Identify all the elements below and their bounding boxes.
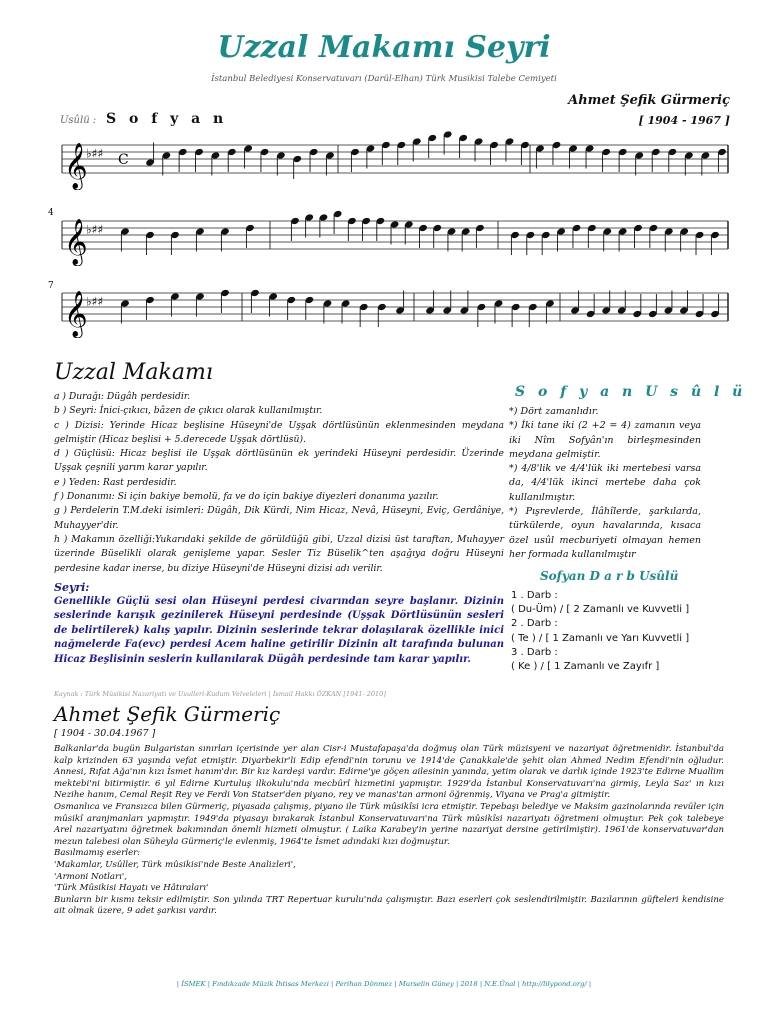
subtitle: İstanbul Belediyesi Konservatuvarı (Darül-Elhan) Türk Musikisi Talebe Cemiyeti [211,74,557,84]
measure-number-4: 4 [48,208,54,218]
darb-heading: Sofyan D a r b Usûlü [540,569,679,583]
darb-item: 3 . Darb : [511,646,558,658]
music-staff-2 [0,206,768,266]
composer-dates: [ 1904 - 1967 ] [638,114,730,127]
bio-dates: [ 1904 - 30.04.1967 ] [54,728,156,739]
bio-paragraph: Osmanlıca ve Fransızca bilen Gürmeriç, piyasada çalışmış, piyano ile Türk mûsikîsi icra etmiştir. Tepebaşı belediye ve Maksim gazinolarında revüler için mûsikî aranjmanları yapmıştır. 1949'da piyasayı bırakarak İstanbul Konservatuvarı'na Türk mûsikîsi nazariyatı öğretmeni olmuştur. Pek çok talebeye Arel nazariyatını öğretmek bakımından önemli hizmeti olmuştur. ( Laika Karabey'in yerine nazariyat dersine getirilmiştir). 1961'de konservatuvar'dan mezun talebesi olan Süheyla Gürmeriç'le evlenmiş, 1964'te İsmet adındaki kızı doğmuştur. [54,801,724,847]
darb-item: 2 . Darb : [511,618,558,630]
darb-item: ( Te ) / [ 1 Zamanlı ve Yarı Kuvvetli ] [511,632,690,644]
measure-number-7: 7 [48,281,54,291]
bio-paragraph: Bunların bir kısmı teksir edilmiştir. Son yılında TRT Repertuar kurulu'nda çalışmıştır. Bazı eserleri çok seslendirilmiştir. Bazılarının güfteleri kendisine ait olmak üzere, 9 adet şarkısı vardır. [54,894,724,917]
treble-clef-icon: 𝄞 [64,291,88,337]
darb-item: 1 . Darb : [511,590,558,601]
source-citation: Kaynak : Türk Mûsikisi Nazariyatı ve Usulleri-Kudum Velveleleri | İsmail Hakkı ÖZKAN [1941- 2010] [54,690,386,698]
treble-clef-icon: 𝄞 [64,143,88,189]
makam-heading: Uzzal Makamı [54,360,213,385]
usul-label: Usûlü : [60,115,97,126]
key-signature: ♭♯♯ [86,146,104,161]
makam-list [54,390,504,576]
page-title: Uzzal Makamı Seyri [217,30,551,65]
usul-item: *) Dört zamanlıdır. [509,406,599,417]
key-signature: ♭♯♯ [86,222,104,237]
makam-item: f ) Donanımı: Si için bakiye bemolü, fa ve do için bakiye diyezleri donanıma yazılır. [54,491,439,503]
footer: | İSMEK | Fındıkzade Müzik İhtisas Merkezi | Perihan Dönmez | Murselin Güney | 2018 | N.E.Ünal | http://lilypond.org/ | [176,980,592,988]
darb-item: ( Du-Üm) / [ 2 Zamanlı ve Kuvvetli ] [511,604,690,616]
seyri-heading: Seyri: [54,581,90,594]
makam-item: c ) Dizisi: Yerinde Hicaz beşlisine Hüseyni'de Uşşak dörtlüsünün eklenmesinden meydana gelmiştir (Hicaz beşlisi + 5.derecede Uşşak dörtlüsü). [54,419,504,445]
bio-paragraph: 'Türk Mûsikisi Hayatı ve Hâtıraları' [54,883,209,894]
music-staff-1 [0,130,768,190]
usul-item: *) 4/8'lik ve 4/4'lük iki mertebesi varsa da, 4/4'lük ikinci mertebe daha çok kullanılmıştır. [509,463,701,503]
biography [54,744,724,918]
makam-item: b ) Seyri: İnici-çıkıcı, bâzen de çıkıcı olarak kullanılmıştır. [54,405,323,417]
usul-item: *) İki tane iki (2 +2 = 4) zamanın veya iki Nîm Sofyân'ın birleşmesinden meydana gelmiştir. [509,420,701,460]
seyri-text: Genellikle Güçlü sesi olan Hüseyni perdesi civarından seyre başlanır. Dizinin seslerinde karışık gezinilerek Hüseyni perdesinde (Uşşak Dörtlüsünün sesleri de belirtilerek) kalış yapılır. Dizinin seslerinde tekrar dolaşılarak özellikle inici nağmelerde Fa(evc) perdesi Acem haline getirilir Dizinin alt tarafında bulunan Hicaz Beşlisinin seslerin kullanılarak Dügâh perdesinde tam karar yapılır. [54,596,504,665]
bio-name: Ahmet Şefik Gürmeriç [54,702,281,726]
bio-paragraph: 'Armoni Notları', [54,871,127,882]
treble-clef-icon: 𝄞 [64,219,88,265]
makam-item: g ) Perdelerin T.M.deki isimleri: Dügâh, Dik Kürdi, Nim Hicaz, Nevâ, Hüseyni, Eviç, Gerdâniye, Muhayyer'dir. [54,505,504,531]
music-staff-3 [0,278,768,338]
usul-item: *) Pışrevlerde, İlâhîlerde, şarkılarda, türkülerde, oyun havalarında, kısaca özel usûl mecburiyeti olmayan hemen her formada kullanılmıştır [509,506,701,560]
darb-item: ( Ke ) / [ 1 Zamanlı ve Zayıfr ] [511,661,660,673]
key-signature: ♭♯♯ [86,294,104,309]
bio-paragraph: Basılmamış eserler: [54,848,141,859]
composer-name: Ahmet Şefik Gürmeriç [568,93,730,108]
usul-list [509,405,701,562]
bio-paragraph: Balkanlar'da bugün Bulgaristan sınırları içerisinde yer alan Cisr-i Mustafapaşa'da doğmuş olan Türk müzisyeni ve nazariyat öğretmenidir. İstanbul'da kalp krizinden 63 yaşında vefat etmiştir. Diyarbekir'li Edip efendi'nin torunu ve 1914'de Çanakkale'de şehit olan Ahmed Nedim Efendi'nin oğludur. Annesi, Rıfat Ağa'nın kızı İsmet hanım'dır. Bir kız kardeşi vardır. Edirne'ye göçen ailesinin yanında, yetim olarak ve darlık içinde 1923'te Edirne Muallim mektebi'ni bitirmiştir. 6 yıl Edirne Kurtuluş ilkokulu'nda mecbûrî hizmetini yapmıştır. 1929'da İstanbul Konservatuvarı'na girmiş, Leyla Saz' ın kızı Nezihe hanım, Cemal Reşit Rey ve Ferdi Von Statser'den piyano, rey ve manas'tan armoni öğrenmiş, Viyana ve Prag'a gitmiştir. [54,744,724,801]
makam-item: d ) Güçlüsü: Hicaz beşlisi ile Uşşak dörtlüsünün ek yerindeki Hüseyni perdesidir. Üzerinde Uşşak çeşnili yarım karar yapılır. [54,448,504,474]
makam-item: a ) Durağı: Dügâh perdesidir. [54,391,191,402]
usul-heading: S o f y a n U s û l ü [515,384,747,400]
makam-item: h ) Makamın özelliği:Yukarıdaki şekilde de görüldüğü gibi, Uzzal dizisi üst taraftan, Muhayyer üzerinde Büselikli olarak genişleme yapar. Sesler Tiz Büselik^ten aşağıya doğru Hüseyni perdesine kadar inerse, bu diziye Hüseyni'de Hüseyni dizisi adı verilir. [54,533,504,574]
usul-name: S o f y a n [106,111,228,127]
darb-list [511,589,731,674]
makam-item: e ) Yeden: Rast perdesidir. [54,476,177,488]
bio-paragraph: 'Makamlar, Usûller, Türk mûsikisi'nde Beste Analizleri', [54,859,296,870]
time-signature: C [118,151,129,168]
